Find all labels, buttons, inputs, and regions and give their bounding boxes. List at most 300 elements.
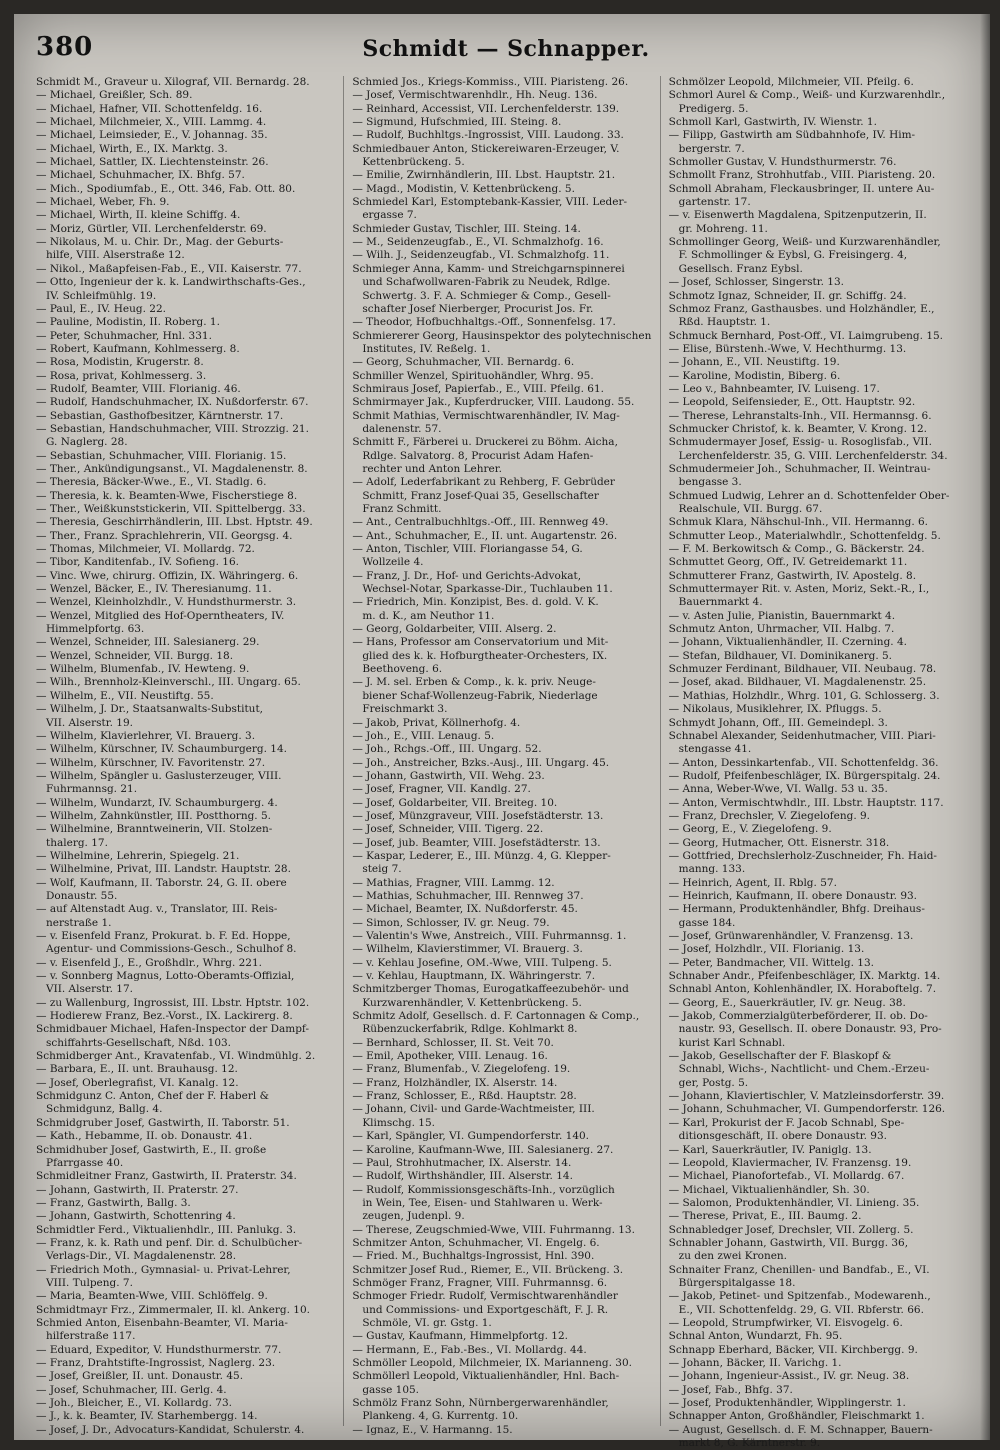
- directory-entry: — Paul, E., IV. Heug. 22.: [36, 302, 166, 315]
- directory-entry: hilfe, VIII. Alserstraße 12.: [46, 249, 185, 262]
- directory-entry: — Elise, Bürstenh.-Wwe, V. Hechthurmg. 13.: [668, 342, 907, 355]
- directory-entry: — Kath., Hebamme, II. ob. Donaustr. 41.: [36, 1130, 253, 1143]
- directory-entry: Schmitt, Franz Josef-Quai 35, Gesellschafter: [362, 489, 599, 502]
- directory-entry: — Josef, Schlosser, Singerstr. 13.: [668, 276, 844, 289]
- directory-entry: — Wilhelm, Kürschner, IV. Schaumburgerg. 14.: [36, 743, 288, 756]
- directory-entry: E., VII. Schottenfeldg. 29, G. VII. Rbferstr. 66.: [678, 1303, 924, 1316]
- column-middle: [352, 76, 660, 1436]
- directory-entry: m. d. K., am Neuthor 11.: [362, 609, 495, 622]
- directory-entry: Schmydt Johann, Off., III. Gemeindepl. 3.: [668, 716, 888, 729]
- directory-entry: — Sigmund, Hufschmied, III. Steing. 8.: [352, 116, 562, 129]
- directory-entry: Schmoll Abraham, Fleckausbringer, II. untere Au-: [668, 182, 935, 195]
- directory-entry: — Wenzel, Kleinholzhdlr., V. Hundsthurmerstr. 3.: [36, 596, 297, 609]
- directory-entry: — Karl, Sauerkräutler, IV. Paniglg. 13.: [668, 1143, 872, 1156]
- directory-entry: Schmitzer Josef Rud., Riemer, E., VII. Brückeng. 3.: [352, 1263, 624, 1276]
- directory-entry: — Anna, Weber-Wwe, VI. Wallg. 53 u. 35.: [668, 783, 888, 796]
- directory-entry: — Theresia, Geschirrhändlerin, III. Lbst. Hptstr. 49.: [36, 516, 313, 529]
- directory-entry: Schmidt M., Graveur u. Xilograf, VII. Bernardg. 28.: [36, 76, 310, 88]
- directory-entry: Schmidtmayr Frz., Zimmermaler, II. kl. Ankerg. 10.: [36, 1303, 310, 1316]
- directory-entry: ergasse 7.: [362, 209, 417, 222]
- directory-entry: — Vinc. Wwe, chirurg. Offizin, IX. Währingerg. 6.: [36, 569, 299, 582]
- directory-entry: — Heinrich, Kaufmann, II. obere Donaustr. 93.: [668, 889, 918, 902]
- directory-entry: Schmieder Gustav, Tischler, III. Steing. 14.: [352, 222, 581, 235]
- directory-entry: Bauernmarkt 4.: [678, 596, 763, 609]
- directory-entry: — Michael, Schuhmacher, IX. Bhfg. 57.: [36, 169, 245, 182]
- directory-entry: Schmucker Christof, k. k. Beamter, V. Krong. 12.: [668, 422, 927, 435]
- directory-entry: Donaustr. 55.: [46, 889, 118, 902]
- directory-entry: — zu Wallenburg, Ingrossist, III. Lbstr. Hptstr. 102.: [36, 996, 310, 1009]
- directory-entry: — Leopold, Seifensieder, E., Ott. Hauptstr. 92.: [668, 396, 916, 409]
- directory-entry: kurist Karl Schnabl.: [678, 1036, 786, 1049]
- directory-entry: — Mich., Spodiumfab., E., Ott. 346, Fab. Ott. 80.: [36, 182, 296, 195]
- directory-entry: F. Schmollinger & Eybsl, G. Freisingerg. 4,: [678, 249, 908, 262]
- directory-entry: — Ther., Franz. Sprachlehrerin, VII. Georgsg. 4.: [36, 529, 293, 542]
- directory-entry: Schmidgunz, Ballg. 4.: [46, 1103, 163, 1116]
- directory-entry: — Therese, Zeugschmied-Wwe, VIII. Fuhrmanng. 13.: [352, 1223, 635, 1236]
- directory-entry: — Gustav, Kaufmann, Himmelpfortg. 12.: [352, 1330, 568, 1343]
- directory-entry: — Wenzel, Mitglied des Hof-Operntheaters, IV.: [36, 609, 285, 622]
- directory-entry: IV. Schleifmühlg. 19.: [46, 289, 157, 302]
- directory-entry: Institutes, IV. Reßelg. 1.: [362, 342, 491, 355]
- directory-entry: — Josef, Fragner, VII. Kandlg. 27.: [352, 783, 531, 796]
- directory-entry: — v. Kehlau, Hauptmann, IX. Währingerstr. 7.: [352, 970, 596, 983]
- directory-entry: Klimschg. 15.: [362, 1116, 435, 1129]
- directory-entry: — J., k. k. Beamter, IV. Starhembergg. 14.: [36, 1410, 258, 1423]
- directory-entry: — Franz, Gastwirth, Ballg. 3.: [36, 1196, 191, 1209]
- directory-entry: — Wilh. J., Seidenzeugfab., VI. Schmalzhofg. 11.: [352, 249, 610, 262]
- directory-entry: Schmued Ludwig, Lehrer an d. Schottenfelder Ober-: [668, 489, 950, 502]
- directory-entry: hilferstraße 117.: [46, 1330, 136, 1343]
- directory-entry: Schnaber Andr., Pfeifenbeschläger, IX. Marktg. 14.: [668, 970, 941, 983]
- directory-entry: — Jakob, Petinet- und Spitzenfab., Modewarenh.,: [668, 1290, 931, 1303]
- directory-entry: — Anton, Vermischtwhdlr., III. Lbstr. Hauptstr. 117.: [668, 796, 944, 809]
- directory-entry: — Johann, Gastwirth, VII. Wehg. 23.: [352, 769, 545, 782]
- directory-entry: — Karoline, Modistin, Biberg. 6.: [668, 369, 841, 382]
- directory-entry: — August, Gesellsch. d. F. M. Schnapper, Bauern-: [668, 1423, 933, 1436]
- directory-entry: — Josef, Grünwarenhändler, V. Franzensg. 13.: [668, 930, 914, 942]
- directory-entry: — Adolf, Lederfabrikant zu Rehberg, F. Gebrüder: [352, 476, 615, 489]
- directory-entry: — Josef, Oberlegrafist, VI. Kanalg. 12.: [36, 1076, 239, 1089]
- directory-entry: — Ther., Ankündigungsanst., VI. Magdalenenstr. 8.: [36, 462, 308, 475]
- directory-entry: — Wenzel, Schneider, VII. Burgg. 18.: [36, 649, 234, 662]
- directory-entry: — Ignaz, E., V. Harmanng. 15.: [352, 1423, 513, 1436]
- directory-entry: — Michael, Viktualienhändler, Sh. 30.: [668, 1183, 870, 1196]
- running-title: Schmidt — Schnapper.: [362, 36, 650, 62]
- directory-entry: rechter und Anton Lehrer.: [362, 462, 502, 475]
- directory-entry: — Jakob, Commerzialgüterbeförderer, II. ob. Do-: [668, 1010, 928, 1023]
- directory-entry: Schmoger Friedr. Rudolf, Vermischtwarenhändler: [352, 1290, 618, 1303]
- directory-entry: — Rudolf, Buchhltgs.-Ingrossist, VIII. Laudong. 33.: [352, 129, 624, 142]
- directory-entry: Franz Schmitt.: [362, 503, 442, 515]
- directory-entry: — Josef, Fab., Bhfg. 37.: [668, 1383, 793, 1396]
- directory-entry: — Wilhelm, Klavierlehrer, VI. Brauerg. 3.: [36, 729, 256, 742]
- directory-entry: — Peter, Bandmacher, VII. Wittelg. 13.: [668, 956, 874, 969]
- directory-entry: — Karl, Prokurist der F. Jacob Schnabl, Spe-: [668, 1116, 905, 1129]
- directory-entry: — Georg, Schuhmacher, VII. Bernardg. 6.: [352, 356, 575, 369]
- directory-entry: Schmudermayer Josef, Essig- u. Rosoglisfab., VII.: [668, 436, 932, 449]
- directory-entry: — Josef, Münzgraveur, VIII. Josefstädterstr. 13.: [352, 809, 604, 822]
- directory-entry: dalenenstr. 57.: [362, 422, 442, 435]
- directory-entry: — Michael, Pianofortefab., VI. Mollardg. 67.: [668, 1170, 905, 1183]
- directory-entry: — Johann, Gastwirth, Schottenring 4.: [36, 1210, 236, 1223]
- directory-entry: Beethoveng. 6.: [362, 663, 443, 676]
- directory-entry: — v. Eisenfeld J., E., Großhdlr., Whrg. 221.: [36, 956, 263, 969]
- directory-entry: — Wilhelm, Klavierstimmer, VI. Brauerg. 3.: [352, 943, 583, 956]
- directory-entry: schafter Josef Nierberger, Procurist Jos. Fr.: [362, 302, 594, 315]
- directory-entry: — M., Seidenzeugfab., E., VI. Schmalzhofg. 16.: [352, 236, 604, 249]
- directory-entry: und Commissions- und Exportgeschäft, F. J. R.: [362, 1303, 609, 1316]
- directory-entry: Kurzwarenhändler, V. Kettenbrückeng. 5.: [362, 996, 582, 1009]
- directory-entry: — Josef, Vermischtwarenhdlr., Hh. Neug. 136.: [352, 89, 598, 102]
- directory-entry: — Mathias, Fragner, VIII. Lammg. 12.: [352, 876, 555, 889]
- directory-entry: Schnabler Johann, Gastwirth, VII. Burgg. 36,: [668, 1236, 909, 1249]
- directory-entry: — Bernhard, Schlosser, II. St. Veit 70.: [352, 1036, 554, 1049]
- column-right: [668, 76, 976, 1450]
- directory-entry: Wollzeile 4.: [362, 556, 424, 569]
- directory-entry: — Karoline, Kaufmann-Wwe, III. Salesianerg. 27.: [352, 1143, 614, 1156]
- directory-entry: — Wilh., Brennholz-Kleinverschl., III. Ungarg. 65.: [36, 676, 301, 689]
- directory-entry: Schnabledger Josef, Drechsler, VII. Zollerg. 5.: [668, 1223, 914, 1236]
- directory-entry: Rßd. Hauptstr. 1.: [678, 316, 771, 329]
- directory-entry: und Schafwollwaren-Fabrik zu Neudek, Rdlge.: [362, 276, 611, 289]
- directory-entry: — Nikol., Maßapfeisen-Fab., E., VII. Kaiserstr. 77.: [36, 262, 302, 275]
- directory-entry: — Friedrich Moth., Gymnasial- u. Privat-Lehrer,: [36, 1263, 291, 1276]
- directory-entry: Schnabl, Wichs-, Nachtlicht- und Chem.-Erzeu-: [678, 1063, 930, 1076]
- directory-entry: Schmollinger Georg, Weiß- und Kurzwarenhändler,: [668, 236, 941, 249]
- directory-entry: Schmiller Wenzel, Spirituohändler, Whrg. 95.: [352, 369, 594, 382]
- directory-entry: — Franz, k. k. Rath und penf. Dir. d. Schulbücher-: [36, 1236, 303, 1249]
- directory-entry: Schmuttet Georg, Off., IV. Getreidemarkt 11.: [668, 556, 908, 569]
- directory-entry: — Ther., Weißkunststickerin, VII. Spittelbergg. 33.: [36, 503, 306, 515]
- directory-entry: glied des k. k. Hofburgtheater-Orchesters, IX.: [362, 649, 608, 662]
- directory-entry: Schmidgunz C. Anton, Chef der F. Haberl &: [36, 1090, 269, 1103]
- directory-entry: Pfarrgasse 40.: [46, 1156, 124, 1169]
- directory-entry: Schmudermeier Joh., Schuhmacher, II. Weintrau-: [668, 462, 931, 475]
- directory-entry: gasse 184.: [678, 916, 736, 929]
- directory-entry: — Johann, Schuhmacher, VI. Gumpendorferstr. 126.: [668, 1103, 946, 1116]
- directory-entry: — Karl, Spängler, VI. Gumpendorferstr. 140.: [352, 1130, 590, 1143]
- directory-entry: steig 7.: [362, 863, 402, 876]
- directory-entry: — Fried. M., Buchhaltgs-Ingrossist, Hnl. 390.: [352, 1250, 595, 1263]
- directory-entry: — Rudolf, Handschuhmacher, IX. Nußdorferstr. 67.: [36, 396, 309, 409]
- directory-entry: — Josef, Goldarbeiter, VII. Breiteg. 10.: [352, 796, 558, 809]
- directory-entry: — Magd., Modistin, V. Kettenbrückeng. 5.: [352, 182, 575, 195]
- directory-entry: — Barbara, E., II. unt. Brauhausg. 12.: [36, 1063, 238, 1076]
- directory-entry: — Otto, Ingenieur der k. k. Landwirthschafts-Ges.,: [36, 276, 306, 289]
- directory-entry: — Leopold, Strumpfwirker, VI. Eisvogelg. 6.: [668, 1316, 903, 1329]
- directory-entry: Schmölz Franz Sohn, Nürnbergerwarenhändler,: [352, 1397, 609, 1410]
- directory-entry: stengasse 41.: [678, 743, 752, 756]
- directory-entry: Predigerg. 5.: [678, 102, 749, 115]
- directory-entry: — Sebastian, Schuhmacher, VIII. Florianig. 15.: [36, 449, 287, 462]
- directory-entry: Schmieger Anna, Kamm- und Streichgarnspinnerei: [352, 262, 625, 275]
- directory-entry: — Sebastian, Handschuhmacher, VIII. Strozzig. 21.: [36, 422, 309, 435]
- directory-entry: — Rudolf, Kommissionsgeschäfts-Inh., vorzüglich: [352, 1183, 615, 1196]
- directory-entry: — Joh., Bleicher, E., VI. Kollardg. 73.: [36, 1397, 232, 1410]
- directory-entry: Schmoller Gustav, V. Hundsthurmerstr. 76.: [668, 156, 897, 169]
- directory-entry: Schnabel Alexander, Seidenhutmacher, VIII. Piari-: [668, 729, 936, 742]
- directory-entry: — Therese, Privat, E., III. Baumg. 2.: [668, 1210, 862, 1223]
- directory-entry: — Leo v., Bahnbeamter, IV. Luiseng. 17.: [668, 382, 880, 395]
- directory-entry: markt 8, G. Kärntnerstr. 9.: [678, 1437, 821, 1450]
- directory-entry: zeugen, Judenpl. 9.: [362, 1210, 465, 1223]
- directory-entry: — v. Eisenwerth Magdalena, Spitzenputzerin, II.: [668, 209, 927, 222]
- directory-entry: — Paul, Strohhutmacher, IX. Alserstr. 14.: [352, 1156, 572, 1169]
- directory-entry: — Theresia, k. k. Beamten-Wwe, Fischerstiege 8.: [36, 489, 298, 502]
- directory-entry: — Josef, jub. Beamter, VIII. Josefstädterstr. 13.: [352, 836, 601, 849]
- directory-entry: VII. Alserstr. 17.: [46, 983, 133, 996]
- directory-entry: — Georg, E., Sauerkräutler, IV. gr. Neug. 38.: [668, 996, 906, 1009]
- directory-entry: Schnapper Anton, Großhändler, Fleischmarkt 1.: [668, 1410, 925, 1423]
- directory-entry: — Rudolf, Wirthshändler, III. Alserstr. 14.: [352, 1170, 573, 1183]
- directory-entry: — Franz, Blumenfab., V. Ziegelofeng. 19.: [352, 1063, 571, 1076]
- directory-entry: — Franz, J. Dr., Hof- und Gerichts-Advokat,: [352, 569, 582, 582]
- directory-entry: Gesellsch. Franz Eybsl.: [678, 262, 803, 275]
- directory-entry: — Wilhelmine, Lehrerin, Spiegelg. 21.: [36, 849, 240, 862]
- directory-entry: — Johann, Gastwirth, II. Praterstr. 27.: [36, 1183, 239, 1196]
- directory-entry: Schmirmayer Jak., Kupferdrucker, VIII. Laudong. 55.: [352, 396, 635, 409]
- directory-entry: — Joh., Rchgs.-Off., III. Ungarg. 52.: [352, 743, 542, 756]
- directory-entry: — Gottfried, Drechslerholz-Zuschneider, Fh. Haid-: [668, 849, 937, 862]
- directory-entry: — Hermann, Produktenhändler, Bhfg. Dreihaus-: [668, 903, 925, 916]
- directory-entry: Schmidbauer Michael, Hafen-Inspector der Dampf-: [36, 1023, 309, 1036]
- directory-entry: Schmidleitner Franz, Gastwirth, II. Praterstr. 34.: [36, 1170, 297, 1183]
- directory-entry: — Josef, Produktenhändler, Wipplingerstr. 1.: [668, 1397, 906, 1410]
- directory-entry: Schmöller Leopold, Milchmeier, IX. Marianneng. 30.: [352, 1357, 632, 1369]
- page-header: [36, 32, 976, 72]
- directory-entry: gr. Mohreng. 11.: [678, 222, 768, 235]
- directory-entry: Schmöger Franz, Fragner, VIII. Fuhrmannsg. 6.: [352, 1276, 608, 1289]
- directory-entry: — Josef, Holzhdlr., VII. Florianig. 13.: [668, 943, 865, 956]
- directory-entry: — Maria, Beamten-Wwe, VIII. Schlöffelg. 9.: [36, 1290, 268, 1303]
- directory-entry: — Franz, Schlosser, E., Rßd. Hauptstr. 28.: [352, 1090, 577, 1103]
- directory-entry: — Nikolaus, M. u. Chir. Dr., Mag. der Geburts-: [36, 236, 284, 249]
- directory-entry: Schmitzer Anton, Schuhmacher, VI. Engelg. 6.: [352, 1236, 600, 1249]
- directory-entry: — Hans, Professor am Conservatorium und Mit-: [352, 636, 609, 649]
- directory-entry: — Johann, Viktualienhändler, II. Czerning. 4.: [668, 636, 907, 649]
- directory-entry: — Wenzel, Bäcker, E., IV. Theresianumg. 11.: [36, 583, 272, 596]
- directory-entry: — Michael, Leimsieder, E., V. Johannag. 35.: [36, 129, 268, 142]
- directory-entry: — Kaspar, Lederer, E., III. Münzg. 4, G. Klepper-: [352, 849, 611, 862]
- directory-entry: — Sebastian, Gasthofbesitzer, Kärntnerstr. 17.: [36, 409, 284, 422]
- directory-entry: Schnaiter Franz, Chenillen- und Bandfab., E., VI.: [668, 1263, 930, 1276]
- directory-entry: manng. 133.: [678, 863, 746, 876]
- directory-entry: Realschule, VII. Burgg. 67.: [678, 503, 823, 515]
- directory-entry: — auf Altenstadt Aug. v., Translator, III. Reis-: [36, 903, 278, 916]
- directory-entry: — Friedrich, Min. Konzipist, Bes. d. gold. V. K.: [352, 596, 599, 609]
- directory-columns: [36, 76, 976, 1450]
- directory-entry: Schnabl Anton, Kohlenhändler, IX. Horaboftelg. 7.: [668, 983, 937, 996]
- directory-entry: Agentur- und Commissions-Gesch., Schulhof 8.: [46, 943, 297, 956]
- directory-entry: Schwertg. 3. F. A. Schmieger & Comp., Gesell-: [362, 289, 611, 302]
- directory-entry: — Franz, Drechsler, V. Ziegelofeng. 9.: [668, 809, 871, 822]
- directory-entry: Schmitzberger Thomas, Eurogatkaffeezubehör- und: [352, 983, 629, 996]
- directory-entry: — v. Kehlau Josefine, OM.-Wwe, VIII. Tulpeng. 5.: [352, 956, 612, 969]
- directory-entry: — Joh., E., VIII. Lenaug. 5.: [352, 729, 495, 742]
- directory-entry: — Anton, Dessinkartenfab., VII. Schottenfeldg. 36.: [668, 756, 939, 769]
- directory-entry: in Wein, Tee, Eisen- und Stahlwaren u. Werk-: [362, 1196, 603, 1209]
- directory-entry: G. Naglerg. 28.: [46, 436, 128, 449]
- directory-entry: — Josef, akad. Bildhauer, VI. Magdalenenstr. 25.: [668, 676, 927, 689]
- directory-entry: — Wolf, Kaufmann, II. Taborstr. 24, G. II. obere: [36, 876, 287, 889]
- directory-entry: — Georg, Hutmacher, Ott. Eisnerstr. 318.: [668, 836, 890, 849]
- directory-entry: — Robert, Kaufmann, Kohlmesserg. 8.: [36, 342, 240, 355]
- directory-entry: Schmuck Bernhard, Post-Off., VI. Laimgrubeng. 15.: [668, 329, 944, 342]
- directory-entry: — Franz, Holzhändler, IX. Alserstr. 14.: [352, 1076, 558, 1089]
- directory-entry: — Johann, E., VII. Neustiftg. 19.: [668, 356, 840, 369]
- directory-entry: Schmorl Aurel & Comp., Weiß- und Kurzwarenhdlr.,: [668, 89, 946, 102]
- directory-entry: Schmuk Klara, Nähschul-Inh., VII. Hermanng. 6.: [668, 516, 929, 529]
- page-edge-shadow: [980, 14, 990, 1440]
- directory-entry: Himmelpfortg. 63.: [46, 623, 145, 636]
- directory-entry: bengasse 3.: [678, 476, 742, 489]
- directory-entry: — Theresia, Bäcker-Wwe., E., VI. Stadlg. 6.: [36, 476, 267, 489]
- directory-entry: — Hodierew Franz, Bez.-Vorst., IX. Lackirerg. 8.: [36, 1010, 293, 1023]
- directory-entry: — Mathias, Holzhdlr., Whrg. 101, G. Schlosserg. 3.: [668, 689, 940, 702]
- directory-entry: — Heinrich, Agent, II. Rblg. 57.: [668, 876, 837, 889]
- directory-entry: Bürgerspitalgasse 18.: [678, 1276, 796, 1289]
- directory-entry: — Wilhelm, E., VII. Neustiftg. 55.: [36, 689, 214, 702]
- directory-entry: Verlags-Dir., VI. Magdalenenstr. 28.: [46, 1250, 237, 1263]
- directory-entry: Schmutz Anton, Uhrmacher, VII. Halbg. 7.: [668, 623, 895, 636]
- directory-entry: Schmitt F., Färberei u. Druckerei zu Böhm. Aicha,: [352, 436, 618, 449]
- directory-entry: gasse 105.: [362, 1383, 420, 1396]
- directory-entry: — Wilhelmine, Branntweinerin, VII. Stolzen-: [36, 823, 273, 836]
- directory-entry: nerstraße 1.: [46, 916, 112, 929]
- directory-entry: biener Schaf-Wollenzeug-Fabrik, Niederlage: [362, 689, 598, 702]
- directory-entry: — Wilhelm, Blumenfab., IV. Hewteng. 9.: [36, 663, 250, 676]
- directory-entry: — Therese, Lehranstalts-Inh., VII. Hermannsg. 6.: [668, 409, 932, 422]
- directory-entry: — v. Asten Julie, Pianistin, Bauernmarkt 4.: [668, 609, 896, 622]
- directory-entry: — Georg, E., V. Ziegelofeng. 9.: [668, 823, 832, 836]
- directory-entry: — F. M. Berkowitsch & Comp., G. Bäckerstr. 24.: [668, 543, 925, 556]
- directory-entry: Schmidberger Ant., Kravatenfab., VI. Windmühlg. 2.: [36, 1050, 316, 1063]
- directory-entry: — Michael, Weber, Fh. 9.: [36, 196, 170, 209]
- directory-entry: — Wilhelm, Wundarzt, IV. Schaumburgerg. 4.: [36, 796, 278, 809]
- directory-entry: Schmuttermayer Rit. v. Asten, Moriz, Sekt.-R., I.,: [668, 583, 930, 596]
- directory-entry: Schnal Anton, Wundarzt, Fh. 95.: [668, 1330, 843, 1343]
- directory-entry: — Theodor, Hofbuchhaltgs.-Off., Sonnenfelsg. 17.: [352, 316, 616, 329]
- directory-entry: VII. Alserstr. 19.: [46, 716, 133, 729]
- directory-entry: — Georg, Goldarbeiter, VIII. Alserg. 2.: [352, 623, 557, 636]
- directory-entry: — v. Sonnberg Magnus, Lotto-Oberamts-Offizial,: [36, 970, 295, 983]
- directory-entry: Schmidhuber Josef, Gastwirth, E., II. große: [36, 1143, 267, 1156]
- directory-entry: — Michael, Milchmeier, X., VIII. Lammg. 4.: [36, 116, 267, 129]
- directory-entry: — Rosa, Modistin, Krugerstr. 8.: [36, 356, 204, 369]
- directory-entry: — Josef, J. Dr., Advocaturs-Kandidat, Schulerstr. 4.: [36, 1423, 305, 1436]
- directory-entry: — Stefan, Bildhauer, VI. Dominikanerg. 5.: [668, 649, 893, 662]
- directory-entry: — Johann, Civil- und Garde-Wachtmeister, III.: [352, 1103, 595, 1116]
- directory-entry: Schmuzer Ferdinant, Bildhauer, VII. Neubaug. 78.: [668, 663, 937, 676]
- directory-entry: bergerstr. 7.: [678, 142, 745, 155]
- directory-entry: — Mathias, Schuhmacher, III. Rennweg 37.: [352, 889, 584, 902]
- directory-entry: Kettenbrückeng. 5.: [362, 156, 465, 169]
- directory-entry: — Josef, Schneider, VIII. Tigerg. 22.: [352, 823, 544, 836]
- directory-entry: — Johann, Ingenieur-Assist., IV. gr. Neug. 38.: [668, 1370, 910, 1383]
- directory-entry: Schmöle, VI. gr. Gstg. 1.: [362, 1316, 492, 1329]
- directory-entry: — Moriz, Gürtler, VII. Lerchenfelderstr. 69.: [36, 222, 267, 235]
- directory-entry: gartenstr. 17.: [678, 196, 751, 209]
- directory-entry: VIII. Tulpeng. 7.: [46, 1276, 133, 1289]
- directory-entry: Schmitz Adolf, Gesellsch. d. F. Cartonnagen & Comp.,: [352, 1010, 640, 1023]
- directory-entry: zu den zwei Kronen.: [678, 1250, 788, 1263]
- directory-entry: Fuhrmannsg. 21.: [46, 783, 138, 796]
- directory-entry: Schmotz Ignaz, Schneider, II. gr. Schiffg. 24.: [668, 289, 907, 302]
- directory-entry: Schmiedel Karl, Estomptebank-Kassier, VIII. Leder-: [352, 196, 628, 209]
- directory-entry: Schmidtler Ferd., Viktualienhdlr., III. Panlukg. 3.: [36, 1223, 297, 1236]
- directory-entry: Schmit Mathias, Vermischtwarenhändler, IV. Mag-: [352, 409, 620, 422]
- directory-entry: Schmoz Franz, Gasthausbes. und Holzhändler, E.,: [668, 302, 935, 315]
- directory-page: [14, 14, 990, 1450]
- directory-entry: Schmöllerl Leopold, Viktualienhändler, Hnl. Bach-: [352, 1370, 620, 1383]
- directory-entry: Schmutter Leop., Materialwhdlr., Schottenfeldg. 5.: [668, 529, 941, 542]
- directory-entry: — Thomas, Milchmeier, VI. Mollardg. 72.: [36, 543, 255, 556]
- directory-entry: — Michael, Hafner, VII. Schottenfeldg. 16.: [36, 102, 263, 115]
- directory-entry: — Wilhelmine, Privat, III. Landstr. Hauptstr. 28.: [36, 863, 291, 876]
- directory-entry: — Wilhelm, Zahnkünstler, III. Postthorng. 5.: [36, 809, 272, 822]
- directory-entry: — Josef, Greißler, II. unt. Donaustr. 45.: [36, 1370, 244, 1383]
- directory-entry: — Joh., Anstreicher, Bzks.-Ausj., III. Ungarg. 45.: [352, 756, 610, 769]
- directory-entry: — Tibor, Kanditenfab., IV. Sofieng. 16.: [36, 556, 239, 569]
- directory-entry: — Michael, Beamter, IX. Nußdorferstr. 45.: [352, 903, 578, 916]
- directory-entry: Schmutterer Franz, Gastwirth, IV. Apostelg. 8.: [668, 569, 917, 582]
- directory-entry: Schmied Anton, Eisenbahn-Beamter, VI. Maria-: [36, 1316, 288, 1329]
- directory-entry: — Filipp, Gastwirth am Südbahnhofe, IV. Him-: [668, 129, 916, 142]
- directory-entry: Freischmarkt 3.: [362, 703, 448, 716]
- page-number: 380: [36, 32, 94, 62]
- directory-entry: naustr. 93, Gesellsch. II. obere Donaustr. 93, Pro-: [678, 1023, 942, 1036]
- directory-entry: schiffahrts-Gesellschaft, Nßd. 103.: [46, 1036, 232, 1049]
- directory-entry: — Hermann, E., Fab.-Bes., VI. Mollardg. 44.: [352, 1343, 587, 1356]
- directory-entry: — Michael, Wirth, E., IX. Marktg. 3.: [36, 142, 228, 155]
- directory-entry: — Josef, Schuhmacher, III. Gerlg. 4.: [36, 1383, 227, 1396]
- directory-entry: Schmied Jos., Kriegs-Kommiss., VIII. Piaristeng. 26.: [352, 76, 629, 88]
- directory-entry: — Salomon, Produktenhändler, VI. Linieng. 35.: [668, 1196, 920, 1209]
- directory-entry: — Ant., Centralbuchhltgs.-Off., III. Rennweg 49.: [352, 516, 609, 529]
- directory-entry: — Jakob, Privat, Köllnerhofg. 4.: [352, 716, 521, 729]
- directory-entry: — Wilhelm, Kürschner, IV. Favoritenstr. 27.: [36, 756, 266, 769]
- column-left: [36, 76, 344, 1436]
- directory-entry: ditionsgeschäft, II. obere Donaustr. 93.: [678, 1130, 887, 1143]
- directory-entry: Rdlge. Salvatorg. 8, Procurist Adam Hafen-: [362, 449, 594, 462]
- directory-entry: — Valentin's Wwe, Anstreich., VIII. Fuhrmannsg. 1.: [352, 930, 627, 942]
- directory-entry: — Johann, Klaviertischler, V. Matzleinsdorferstr. 39.: [668, 1090, 945, 1103]
- directory-entry: ger, Postg. 5.: [678, 1076, 749, 1089]
- directory-entry: — Eduard, Expeditor, V. Hundsthurmerstr. 77.: [36, 1343, 282, 1356]
- directory-entry: Schmölzer Leopold, Milchmeier, VII. Pfeilg. 6.: [668, 76, 914, 88]
- directory-entry: — Rosa, privat, Kohlmesserg. 3.: [36, 369, 207, 382]
- directory-entry: — Johann, Bäcker, II. Varichg. 1.: [668, 1357, 842, 1369]
- directory-entry: — Ant., Schuhmacher, E., II. unt. Augartenstr. 26.: [352, 529, 618, 542]
- directory-entry: — Jakob, Gesellschafter der F. Blaskopf &: [668, 1050, 892, 1063]
- directory-entry: — Wilhelm, Spängler u. Gaslusterzeuger, VIII.: [36, 769, 282, 782]
- directory-entry: Schmiererer Georg, Hausinspektor des polytechnischen: [352, 329, 652, 342]
- directory-entry: — Michael, Sattler, IX. Liechtensteinstr. 26.: [36, 156, 269, 169]
- directory-entry: — Peter, Schuhmacher, Hnl. 331.: [36, 329, 212, 342]
- directory-entry: — Wenzel, Schneider, III. Salesianerg. 29.: [36, 636, 260, 649]
- directory-entry: — Reinhard, Accessist, VII. Lerchenfelderstr. 139.: [352, 102, 620, 115]
- directory-entry: Schmiraus Josef, Papierfab., E., VIII. Pfeilg. 61.: [352, 382, 604, 395]
- directory-entry: — Michael, Greißler, Sch. 89.: [36, 89, 193, 102]
- directory-entry: — Rudolf, Pfeifenbeschläger, IX. Bürgerspitalg. 24.: [668, 769, 941, 782]
- directory-entry: — Franz, Drahtstifte-Ingrossist, Naglerg. 23.: [36, 1357, 276, 1369]
- directory-entry: — Michael, Wirth, II. kleine Schiffg. 4.: [36, 209, 241, 222]
- directory-entry: Wechsel-Notar, Sparkasse-Dir., Tuchlauben 11.: [362, 583, 613, 596]
- directory-entry: — Anton, Tischler, VIII. Floriangasse 54, G.: [352, 543, 583, 556]
- directory-entry: Schnapp Eberhard, Bäcker, VII. Kirchbergg. 9.: [668, 1343, 918, 1356]
- directory-entry: Rübenzuckerfabrik, Rdlge. Kohlmarkt 8.: [362, 1023, 578, 1036]
- directory-entry: — Wilhelm, J. Dr., Staatsanwalts-Substitut,: [36, 703, 264, 716]
